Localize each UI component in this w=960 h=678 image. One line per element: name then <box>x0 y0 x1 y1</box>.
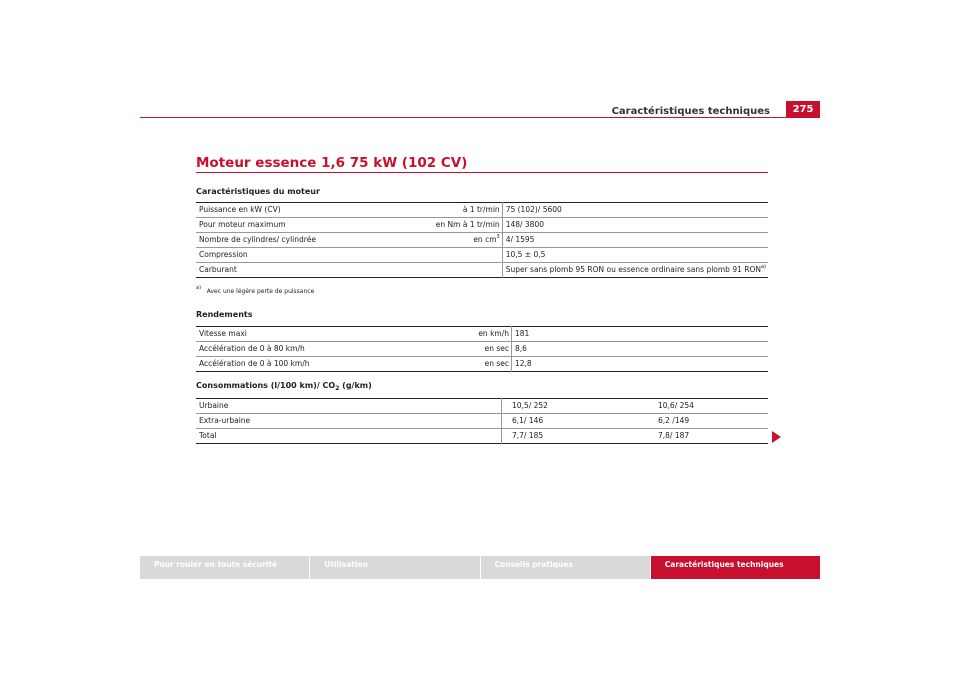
row-label: Vitesse maxi <box>196 327 421 342</box>
row-unit: en Nm à 1 tr/min <box>413 218 502 233</box>
row-value-2: 7,8/ 187 <box>658 431 690 440</box>
row-label: Accélération de 0 à 80 km/h <box>196 342 421 357</box>
consumption-heading <box>196 381 372 392</box>
row-value-2: 10,6/ 254 <box>654 399 768 414</box>
header-title: Caractéristiques techniques <box>611 106 770 117</box>
tab-securite[interactable]: Pour rouler en toute sécurité <box>140 556 309 579</box>
row-unit: en km/h <box>421 327 512 342</box>
row-value-1: 10,5/ 252 <box>502 399 655 414</box>
row-unit <box>413 233 502 248</box>
table-row <box>196 233 768 248</box>
row-unit: en sec <box>421 357 512 372</box>
next-page-arrow-icon[interactable] <box>772 431 781 443</box>
table-row <box>196 218 768 233</box>
tab-utilisation[interactable]: Utilisation <box>310 556 479 579</box>
section-title: Moteur essence 1,6 75 kW (102 CV) <box>196 155 468 171</box>
row-value: 181 <box>512 327 769 342</box>
row-value: 8,6 <box>512 342 769 357</box>
row-unit: en sec <box>421 342 512 357</box>
row-label: Puissance en kW (CV) <box>196 203 413 218</box>
row-unit: à 1 tr/min <box>413 203 502 218</box>
footnote-mark: a) <box>196 285 202 291</box>
row-label: Extra-urbaine <box>196 414 502 429</box>
footnote-text: Avec une légère perte de puissance <box>206 288 315 295</box>
tab-caracteristiques-techniques[interactable]: Caractéristiques techniques <box>651 556 820 579</box>
row-unit <box>413 248 502 263</box>
header-rule <box>140 117 820 118</box>
unit-text: en cm <box>473 235 497 244</box>
value-text: Super sans plomb 95 RON ou essence ordinaire sans plomb 91 RON <box>505 265 761 274</box>
row-label: Accélération de 0 à 100 km/h <box>199 359 310 368</box>
row-value-1: 7,7/ 185 <box>512 431 544 440</box>
row-label: Nombre de cylindres/ cylindrée <box>196 233 413 248</box>
performance-table <box>196 326 768 372</box>
row-label: Total <box>196 429 502 444</box>
table-row <box>196 263 768 278</box>
row-value: 148/ 3800 <box>502 218 768 233</box>
row-value <box>502 263 768 278</box>
table-row <box>196 357 768 372</box>
co2-subscript: 2 <box>335 385 340 392</box>
row-label: Compression <box>196 248 413 263</box>
consumption-heading-text: Consommations (l/100 km)/ CO <box>196 381 336 390</box>
row-value: 12,8 <box>515 359 532 368</box>
row-label: Urbaine <box>196 399 502 414</box>
table-row <box>196 414 768 429</box>
page-number: 275 <box>786 101 820 118</box>
unit-superscript: 3 <box>496 234 500 240</box>
table-row <box>196 399 768 414</box>
row-unit <box>413 263 502 278</box>
row-value-1: 6,1/ 146 <box>502 414 655 429</box>
row-value-2: 6,2 /149 <box>654 414 768 429</box>
tab-conseils-pratiques[interactable]: Conseils pratiques <box>481 556 650 579</box>
engine-table <box>196 202 768 278</box>
table-row <box>196 248 768 263</box>
row-value: 4/ 1595 <box>502 233 768 248</box>
footnote-reference: a) <box>760 264 766 270</box>
consumption-heading-unit: (g/km) <box>339 381 372 390</box>
row-value: 10,5 ± 0,5 <box>502 248 768 263</box>
table-row <box>196 203 768 218</box>
table-row <box>196 429 768 444</box>
table-row <box>196 327 768 342</box>
section-rule <box>196 172 768 173</box>
row-label: Carburant <box>199 265 237 274</box>
row-label: Pour moteur maximum <box>196 218 413 233</box>
consumption-table <box>196 398 768 444</box>
performance-heading: Rendements <box>196 310 253 319</box>
table-row <box>196 342 768 357</box>
footnote <box>196 285 315 295</box>
row-value: 75 (102)/ 5600 <box>502 203 768 218</box>
footer-navigation <box>140 556 820 579</box>
engine-heading: Caractéristiques du moteur <box>196 187 320 196</box>
